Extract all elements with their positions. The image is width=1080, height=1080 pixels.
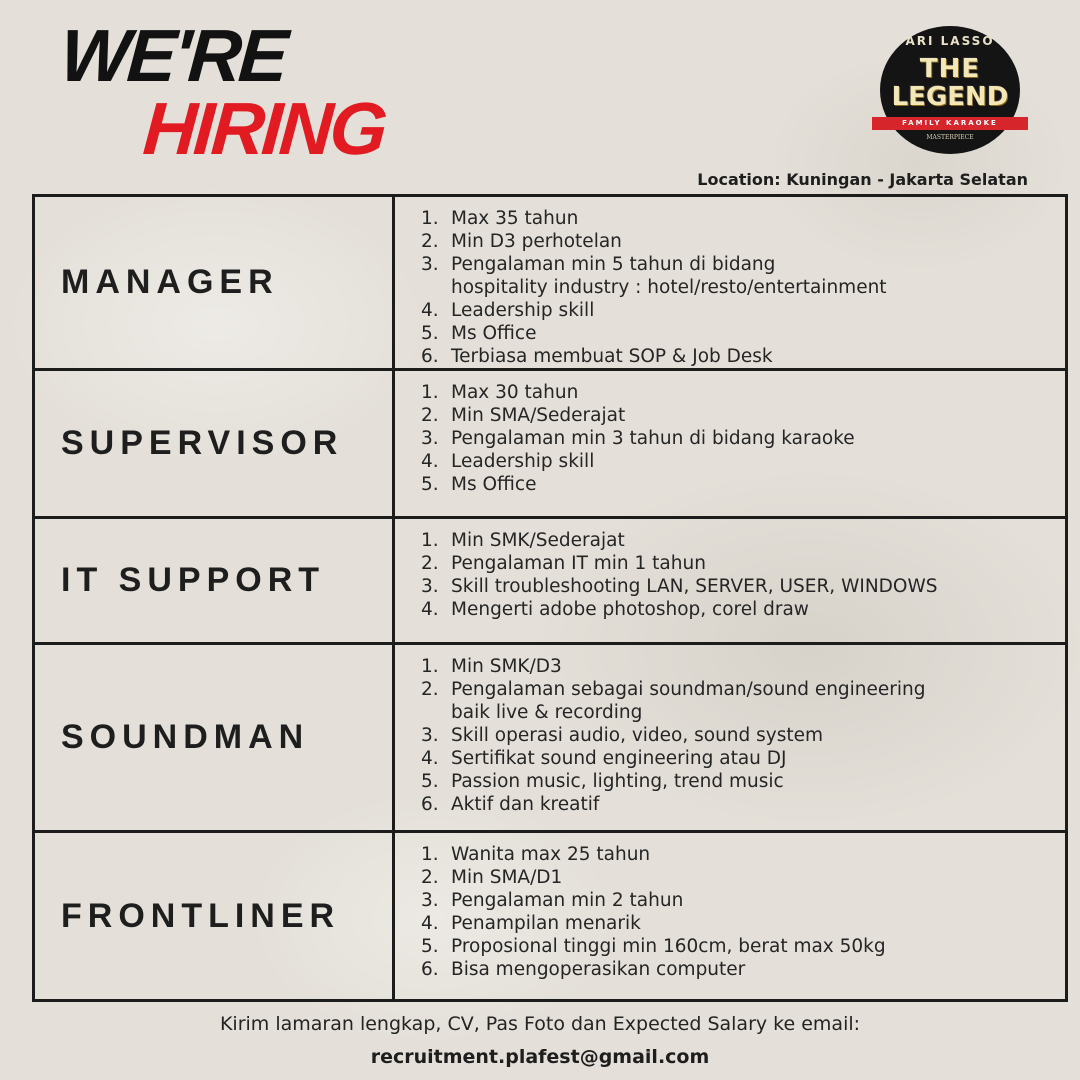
- job-row: [35, 833, 1065, 999]
- logo-the-text: THE: [919, 54, 981, 84]
- requirement-number: 1.: [421, 530, 439, 551]
- requirement-number: 3.: [421, 576, 439, 597]
- requirement-number: [421, 701, 451, 724]
- requirement-text: Wanita max 25 tahun: [451, 844, 651, 865]
- requirement-number: 4.: [421, 913, 439, 934]
- requirements-list: [395, 519, 1065, 642]
- requirement-number: [421, 276, 451, 299]
- requirement-item: [421, 322, 1065, 345]
- requirement-text: Max 35 tahun: [451, 208, 579, 229]
- requirement-text: Aktif dan kreatif: [451, 794, 600, 815]
- recruitment-email: recruitment.plafest@gmail.com: [370, 1046, 710, 1068]
- logo-top-text: ARI LASSO: [905, 34, 995, 48]
- requirement-item: [421, 958, 1065, 981]
- requirement-text: Min SMA/D1: [451, 867, 563, 888]
- requirement-item: [421, 230, 1065, 253]
- requirement-number: 2.: [421, 405, 439, 426]
- job-row: [35, 519, 1065, 645]
- requirement-item: [421, 866, 1065, 889]
- logo-legend-text: LEGEND: [891, 82, 1009, 112]
- requirement-item: [421, 747, 1065, 770]
- requirements-list: [395, 645, 1065, 830]
- requirement-number: 6.: [421, 959, 439, 980]
- requirement-item: [421, 276, 1065, 299]
- requirement-item: [421, 345, 1065, 368]
- requirement-text: Pengalaman min 3 tahun di bidang karaoke: [451, 428, 855, 449]
- job-table: [32, 194, 1068, 1002]
- requirement-number: 3.: [421, 890, 439, 911]
- requirements-list: [395, 833, 1065, 999]
- logo-subtext: MASTERPIECE: [926, 134, 974, 141]
- requirement-text: Pengalaman min 2 tahun: [451, 890, 684, 911]
- requirement-text: Ms Office: [451, 323, 537, 344]
- job-title: SUPERVISOR: [35, 371, 395, 516]
- requirement-number: 5.: [421, 474, 439, 495]
- requirement-item: [421, 678, 1065, 701]
- job-row: [35, 371, 1065, 519]
- requirement-text: Pengalaman sebagai soundman/sound engineering: [451, 679, 926, 700]
- requirement-item: [421, 889, 1065, 912]
- requirements-list: [395, 371, 1065, 516]
- requirement-item: [421, 529, 1065, 552]
- the-legend-logo: [872, 26, 1028, 154]
- requirement-number: 3.: [421, 428, 439, 449]
- requirement-number: 1.: [421, 382, 439, 403]
- requirement-item: [421, 793, 1065, 816]
- requirement-item: [421, 404, 1065, 427]
- requirement-text: Min SMK/D3: [451, 656, 562, 677]
- job-title: IT SUPPORT: [35, 519, 395, 642]
- job-title: SOUNDMAN: [35, 645, 395, 830]
- requirement-text: Max 30 tahun: [451, 382, 579, 403]
- requirement-text: Terbiasa membuat SOP & Job Desk: [451, 346, 773, 367]
- requirement-text: Min SMA/Sederajat: [451, 405, 626, 426]
- requirement-number: 2.: [421, 231, 439, 252]
- requirement-item: [421, 427, 1065, 450]
- requirement-number: 2.: [421, 679, 439, 700]
- requirement-text: Skill troubleshooting LAN, SERVER, USER, WINDOWS: [451, 576, 938, 597]
- requirement-item: [421, 575, 1065, 598]
- requirement-item: [421, 450, 1065, 473]
- requirement-text: Passion music, lighting, trend music: [451, 771, 784, 792]
- logo-ribbon: FAMILY KARAOKE: [872, 117, 1028, 130]
- requirement-number: 6.: [421, 794, 439, 815]
- requirement-number: 3.: [421, 725, 439, 746]
- requirement-number: 2.: [421, 553, 439, 574]
- requirement-text: hospitality industry : hotel/resto/entertainment: [451, 277, 887, 298]
- requirement-item: [421, 770, 1065, 793]
- requirement-item: [421, 912, 1065, 935]
- requirements-list: [395, 197, 1065, 368]
- requirement-item: [421, 935, 1065, 958]
- requirement-number: 1.: [421, 656, 439, 677]
- requirement-text: Mengerti adobe photoshop, corel draw: [451, 599, 809, 620]
- headline-line-2: HIRING: [140, 86, 388, 170]
- requirement-text: Leadership skill: [451, 451, 595, 472]
- hiring-headline: [53, 14, 392, 170]
- requirement-text: Skill operasi audio, video, sound system: [451, 725, 824, 746]
- requirement-number: 4.: [421, 599, 439, 620]
- job-title: FRONTLINER: [35, 833, 395, 999]
- requirement-text: Pengalaman IT min 1 tahun: [451, 553, 706, 574]
- requirement-item: [421, 299, 1065, 322]
- application-instruction: Kirim lamaran lengkap, CV, Pas Foto dan Expected Salary ke email:: [219, 1013, 861, 1035]
- requirement-number: 4.: [421, 451, 439, 472]
- requirement-text: Penampilan menarik: [451, 913, 641, 934]
- requirement-number: 1.: [421, 844, 439, 865]
- requirement-number: 5.: [421, 936, 439, 957]
- requirement-number: 4.: [421, 300, 439, 321]
- requirement-text: Pengalaman min 5 tahun di bidang: [451, 254, 776, 275]
- requirement-text: Proposional tinggi min 160cm, berat max 50kg: [451, 936, 886, 957]
- requirement-text: Sertifikat sound engineering atau DJ: [451, 748, 787, 769]
- requirement-text: Min D3 perhotelan: [451, 231, 622, 252]
- requirement-number: 3.: [421, 254, 439, 275]
- requirement-number: 4.: [421, 748, 439, 769]
- requirement-text: Ms Office: [451, 474, 537, 495]
- requirement-item: [421, 701, 1065, 724]
- requirement-item: [421, 552, 1065, 575]
- requirement-number: 1.: [421, 208, 439, 229]
- requirement-item: [421, 253, 1065, 276]
- location-text: Location: Kuningan - Jakarta Selatan: [697, 170, 1028, 189]
- requirement-item: [421, 381, 1065, 404]
- requirement-text: baik live & recording: [451, 702, 643, 723]
- job-row: [35, 197, 1065, 371]
- requirement-text: Min SMK/Sederajat: [451, 530, 625, 551]
- requirement-number: 6.: [421, 346, 439, 367]
- requirement-item: [421, 724, 1065, 747]
- headline-line-1: WE'RE: [57, 14, 289, 97]
- requirement-item: [421, 207, 1065, 230]
- job-title: MANAGER: [35, 197, 395, 368]
- requirement-item: [421, 598, 1065, 621]
- requirement-number: 2.: [421, 867, 439, 888]
- requirement-item: [421, 655, 1065, 678]
- requirement-number: 5.: [421, 771, 439, 792]
- requirement-item: [421, 843, 1065, 866]
- requirement-item: [421, 473, 1065, 496]
- requirement-text: Leadership skill: [451, 300, 595, 321]
- requirement-text: Bisa mengoperasikan computer: [451, 959, 746, 980]
- requirement-number: 5.: [421, 323, 439, 344]
- job-row: [35, 645, 1065, 833]
